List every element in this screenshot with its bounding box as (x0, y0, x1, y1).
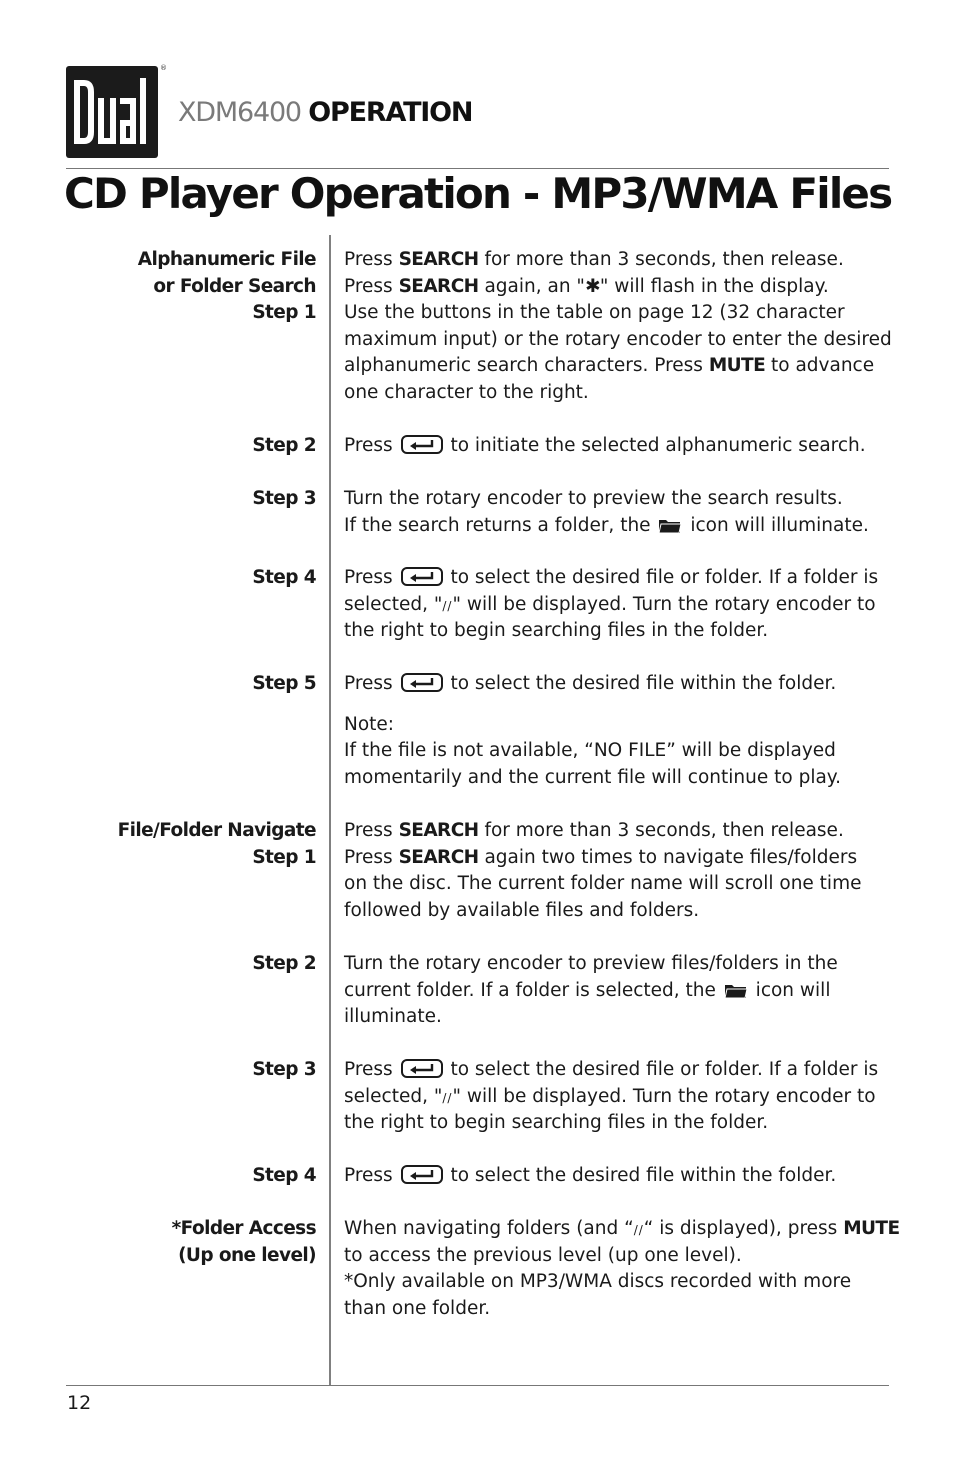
alpha-step2-label: Step 2 (252, 435, 316, 456)
note-text: If the file is not available, “NO FILE” will be displayed (344, 740, 836, 761)
asterisk-symbol: ✱ (584, 275, 600, 297)
text-line: followed by available files and folders. (344, 899, 700, 921)
header-title (178, 96, 472, 130)
nav-label: File/Folder Navigate (117, 820, 316, 841)
text-line: alphanumeric search characters. Press MUTE to advance (344, 355, 875, 376)
note-label: Note: (344, 713, 395, 735)
model-name: XDM6400 (178, 97, 301, 128)
folder-access-text (344, 1216, 900, 1322)
text-line: one character to the right. (344, 381, 589, 403)
page-number: 12 (67, 1392, 92, 1414)
alpha-label-line2: or Folder Search (153, 275, 316, 297)
text-line: Press SEARCH again two times to navigate files/folders (344, 846, 858, 868)
text-line: *Only available on MP3/WMA discs recorded with more (344, 1271, 852, 1292)
text-line: Turn the rotary encoder to preview files/folders in the (344, 953, 838, 974)
alpha-step4-label: Step 4 (252, 567, 316, 588)
folder-icon (658, 516, 682, 543)
text-line: to access the previous level (up one level). (344, 1244, 742, 1266)
text-line: current folder. If a folder is selected, the icon will (344, 978, 889, 1005)
search-key: SEARCH (398, 820, 479, 841)
enter-button-icon (401, 567, 443, 595)
nav-step4-label: Step 4 (252, 1165, 316, 1186)
dual-logo-mark (66, 66, 158, 158)
alpha-step3-text (344, 486, 889, 539)
text-line: selected, "//" will be displayed. Turn the rotary encoder to (344, 1085, 876, 1107)
folder-symbol: // (633, 1223, 644, 1237)
text-line: Press SEARCH for more than 3 seconds, then release. (344, 820, 844, 841)
note-text: momentarily and the current file will continue to play. (344, 766, 841, 788)
mute-key: MUTE (708, 355, 766, 376)
bottom-rule (66, 1385, 889, 1386)
folder-access-sublabel: (Up one level) (178, 1244, 316, 1266)
enter-button-icon (401, 1165, 443, 1193)
alpha-step4-text (344, 565, 889, 645)
text-line: illuminate. (344, 1006, 442, 1027)
text-line: the right to begin searching files in the folder. (344, 1112, 769, 1133)
folder-access-label: *Folder Access (171, 1218, 316, 1239)
alpha-step5-text (344, 671, 889, 791)
operation-label: OPERATION (308, 97, 473, 128)
nav-step2-label: Step 2 (252, 953, 316, 974)
search-key: SEARCH (398, 275, 479, 297)
nav-step3-text (344, 1057, 889, 1137)
page-title: CD Player Operation - MP3/WMA Files (64, 169, 892, 218)
text-line: Press SEARCH for more than 3 seconds, then release. (344, 249, 844, 270)
text-line: Turn the rotary encoder to preview the search results. (344, 488, 843, 509)
folder-symbol: // (442, 598, 453, 613)
text-line: Press to select the desired file or folder. If a folder is (344, 1057, 889, 1084)
alpha-step5-label: Step 5 (252, 673, 316, 694)
nav-step1-text (344, 818, 889, 924)
enter-button-icon (401, 435, 443, 463)
text-line: than one folder. (344, 1297, 491, 1319)
text-line: selected, "//" will be displayed. Turn the rotary encoder to (344, 593, 876, 615)
nav-step2-text (344, 951, 889, 1031)
enter-button-icon (401, 673, 443, 701)
text-line: the right to begin searching files in the folder. (344, 620, 769, 641)
text-line: Press to select the desired file within the folder. (344, 1163, 889, 1190)
dual-logo (66, 66, 158, 158)
search-key: SEARCH (398, 846, 479, 868)
column-divider (329, 235, 331, 1385)
nav-step4-text (344, 1163, 889, 1190)
search-key: SEARCH (398, 249, 479, 270)
alpha-step2-text (344, 433, 889, 460)
text-line: Press to select the desired file or folder. If a folder is (344, 565, 889, 592)
text-line: Press SEARCH again, an "✱" will flash in the display. (344, 275, 829, 297)
nav-step3-label: Step 3 (252, 1059, 316, 1080)
alpha-step1-label: Step 1 (252, 302, 316, 323)
text-line: Press to select the desired file within the folder. (344, 671, 889, 698)
text-line: When navigating folders (and “//“ is displayed), press MUTE (344, 1218, 900, 1239)
folder-icon (724, 981, 748, 1008)
text-line: If the search returns a folder, the icon will illuminate. (344, 513, 889, 540)
enter-button-icon (401, 1059, 443, 1087)
alpha-step3-label: Step 3 (252, 488, 316, 509)
mute-key: MUTE (843, 1218, 900, 1239)
text-line: Press to initiate the selected alphanumeric search. (344, 433, 889, 460)
registered-mark: ® (160, 64, 167, 72)
text-line: on the disc. The current folder name will scroll one time (344, 873, 862, 894)
alpha-label-line1: Alphanumeric File (137, 249, 316, 270)
alpha-step1-text (344, 247, 892, 406)
nav-step1-label: Step 1 (252, 846, 316, 868)
text-line: Use the buttons in the table on page 12 (32 character (344, 302, 845, 323)
alpha-label (138, 247, 316, 327)
text-line: maximum input) or the rotary encoder to enter the desired (344, 328, 892, 350)
folder-symbol: // (442, 1090, 453, 1105)
